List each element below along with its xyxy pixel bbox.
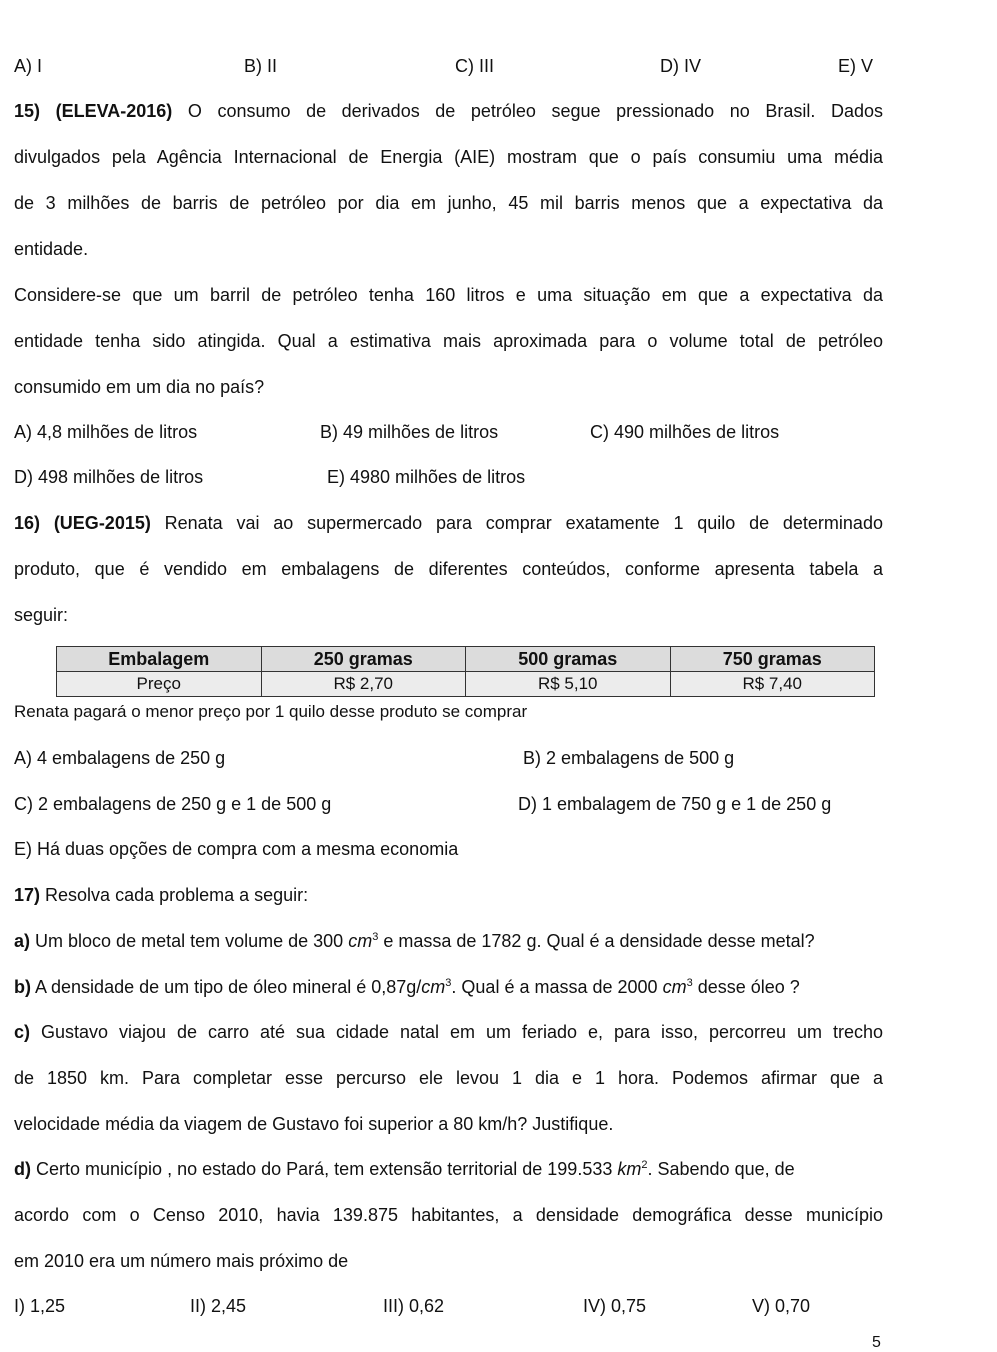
prev-option-e: E) V: [838, 56, 874, 76]
q16-option-a: A) 4 embalagens de 250 g: [14, 748, 226, 768]
price-table-header-cell: 250 gramas: [261, 647, 466, 672]
price-table-row: [57, 672, 875, 697]
q17d-line-2: acordo com o Censo 2010, havia 139.875 habitantes, a densidade demográfica desse município: [14, 1205, 883, 1225]
price-table-cell: R$ 7,40: [670, 672, 875, 697]
price-table-cell: R$ 2,70: [261, 672, 466, 697]
q15-line-2: divulgados pela Agência Internacional de Energia (AIE) mostram que o país consumiu uma média: [14, 147, 883, 167]
page-number: 5: [872, 1334, 881, 1351]
q15-option-a: A) 4,8 milhões de litros: [14, 422, 198, 442]
q17-number: 17): [14, 885, 41, 905]
q15-line-6: entidade tenha sido atingida. Qual a estimativa mais aproximada para o volume total de petróleo: [14, 331, 883, 351]
q17-intro: 17) Resolva cada problema a seguir:: [14, 885, 309, 905]
q15-line-7: consumido em um dia no país?: [14, 377, 265, 397]
q16-line-2: produto, que é vendido em embalagens de diferentes conteúdos, conforme apresenta tabela a: [14, 559, 883, 579]
prev-option-d: D) IV: [660, 56, 702, 76]
q16-line-3: seguir:: [14, 605, 69, 625]
price-table: [56, 646, 875, 697]
q17c-line-3: velocidade média da viagem de Gustavo foi superior a 80 km/h? Justifique.: [14, 1114, 614, 1134]
price-table-cell: Preço: [57, 672, 262, 697]
q16-line-1: 16) (UEG-2015) Renata vai ao supermercado para comprar exatamente 1 quilo de determinado: [14, 513, 883, 533]
q15-line-4: entidade.: [14, 239, 89, 259]
q17d-label: d): [14, 1159, 31, 1179]
q15-source: (ELEVA-2016): [55, 101, 173, 121]
q16-number: 16): [14, 513, 41, 533]
q17a-label: a): [14, 931, 31, 951]
q16-option-b: B) 2 embalagens de 500 g: [523, 748, 735, 768]
q16-option-e: E) Há duas opções de compra com a mesma economia: [14, 839, 459, 859]
price-table-cell: R$ 5,10: [466, 672, 671, 697]
q17a-line: a) Um bloco de metal tem volume de 300 $cm^3$ e massa de 1782 g. Qual é a densidade desse metal?: [14, 931, 815, 951]
prev-option-a: A) I: [14, 56, 43, 76]
prev-option-c: C) III: [455, 56, 494, 76]
price-table-header-row: [57, 647, 875, 672]
prev-option-b: B) II: [244, 56, 278, 76]
q17c-label: c): [14, 1022, 31, 1042]
q17c-line-2: de 1850 km. Para completar esse percurso ele levou 1 dia e 1 hora. Podemos afirmar que a: [14, 1068, 883, 1088]
q17c-line-1: c) Gustavo viajou de carro até sua cidade natal em um feriado e, para isso, percorreu um trecho: [14, 1022, 883, 1042]
q17d-option-v: V) 0,70: [752, 1296, 811, 1316]
price-table-header-cell: Embalagem: [57, 647, 262, 672]
q17d-line-3: em 2010 era um número mais próximo de: [14, 1251, 349, 1271]
q15-line-3: de 3 milhões de barris de petróleo por dia em junho, 45 mil barris menos que a expectativa da: [14, 193, 883, 213]
q16-after-table: Renata pagará o menor preço por 1 quilo desse produto se comprar: [14, 702, 528, 721]
q15-option-d: D) 498 milhões de litros: [14, 467, 204, 487]
q15-number: 15): [14, 101, 41, 121]
q15-line-1: 15) (ELEVA-2016) O consumo de derivados de petróleo segue pressionado no Brasil. Dados: [14, 101, 883, 121]
q16-option-d: D) 1 embalagem de 750 g e 1 de 250 g: [518, 794, 832, 814]
q17d-option-iv: IV) 0,75: [583, 1296, 647, 1316]
q17d-option-iii: III) 0,62: [383, 1296, 445, 1316]
price-table-header-cell: 750 gramas: [670, 647, 875, 672]
q15-option-e: E) 4980 milhões de litros: [327, 467, 526, 487]
q17b-line: b) A densidade de um tipo de óleo mineral é $0,87g/cm^3$. Qual é a massa de 2000 $cm^3$ desse óleo ?: [14, 977, 800, 997]
q16-source: (UEG-2015): [53, 513, 151, 533]
q15-option-c: C) 490 milhões de litros: [590, 422, 780, 442]
q17d-option-i: I) 1,25: [14, 1296, 66, 1316]
q15-line-5: Considere-se que um barril de petróleo tenha 160 litros e uma situação em que a expectativa da: [14, 285, 883, 305]
q16-option-c: C) 2 embalagens de 250 g e 1 de 500 g: [14, 794, 332, 814]
q17d-line-1: d) Certo município , no estado do Pará, tem extensão territorial de 199.533 $km^2$. Sabendo que, de: [14, 1159, 795, 1179]
q17d-option-ii: II) 2,45: [190, 1296, 247, 1316]
q17b-label: b): [14, 977, 31, 997]
price-table-header-cell: 500 gramas: [466, 647, 671, 672]
q15-option-b: B) 49 milhões de litros: [320, 422, 499, 442]
